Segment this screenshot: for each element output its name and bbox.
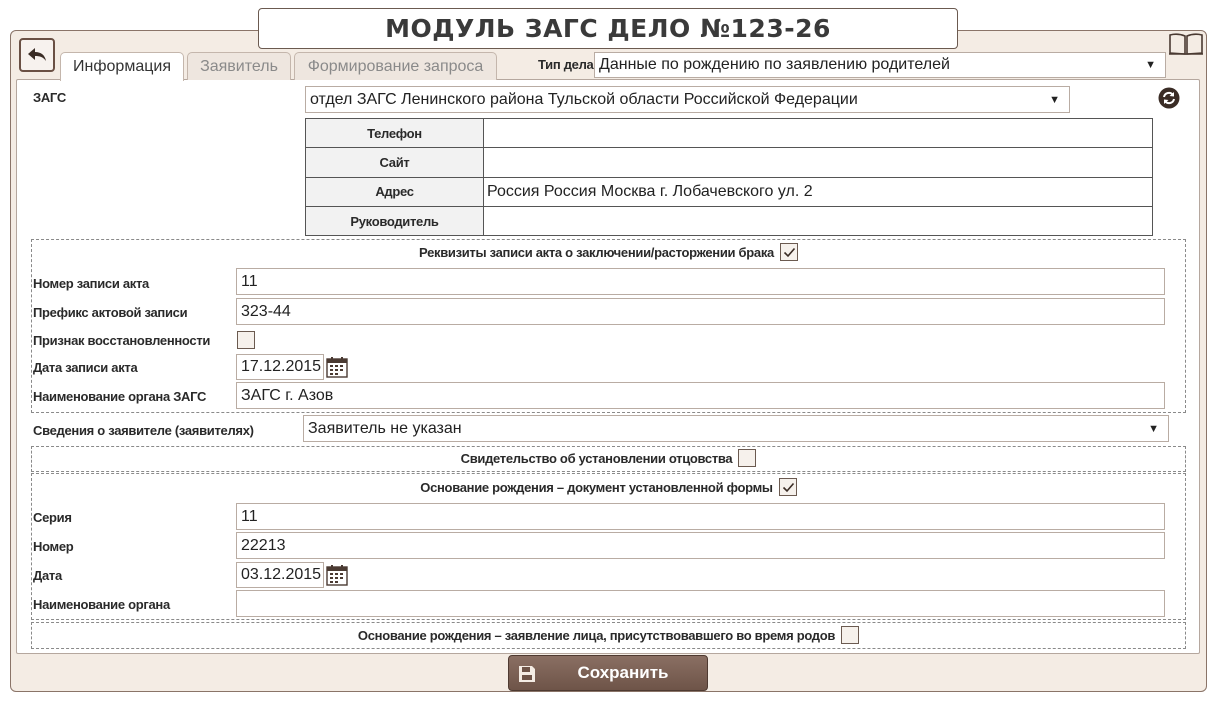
page-title: МОДУЛЬ ЗАГС ДЕЛО №123-26 — [258, 8, 958, 49]
paternity-checkbox[interactable] — [738, 449, 756, 467]
refresh-icon[interactable] — [1158, 87, 1180, 109]
zags-value: отдел ЗАГС Ленинского района Тульской области Российской Федерации — [310, 90, 858, 108]
zags-phone-value — [484, 119, 1153, 148]
birth-document-header — [31, 477, 1186, 497]
series-input[interactable]: 11 — [236, 503, 1165, 530]
book-icon[interactable] — [1168, 32, 1204, 56]
save-label: Сохранить — [577, 663, 669, 682]
marriage-record-header — [31, 242, 1186, 262]
record-prefix-label: Префикс актовой записи — [33, 305, 188, 320]
floppy-disk-icon — [517, 664, 537, 684]
paternity-title: Свидетельство об установлении отцовства — [460, 450, 733, 466]
record-number-input[interactable]: 11 — [236, 268, 1165, 295]
zags-phone-key: Телефон — [306, 119, 484, 148]
chevron-down-icon: ▼ — [1148, 422, 1159, 435]
marriage-record-title: Реквизиты записи акта о заключении/расторжении брака — [419, 244, 774, 260]
record-number-label: Номер записи акта — [33, 276, 149, 291]
back-button[interactable] — [19, 38, 55, 72]
birth-statement-header — [31, 625, 1186, 645]
number-input[interactable]: 22213 — [236, 532, 1165, 559]
zags-name-input[interactable]: ЗАГС г. Азов — [236, 382, 1165, 409]
record-date-label: Дата записи акта — [33, 360, 138, 375]
case-type-value: Данные по рождению по заявлению родителей — [599, 56, 950, 73]
applicant-label: Сведения о заявителе (заявителях) — [33, 423, 254, 438]
calendar-icon[interactable] — [326, 564, 348, 586]
applicant-select[interactable] — [303, 415, 1169, 442]
chevron-down-icon: ▼ — [1145, 59, 1156, 71]
tab-information[interactable]: Информация — [60, 52, 184, 81]
restored-label: Признак восстановленности — [33, 333, 211, 348]
number-label: Номер — [33, 539, 74, 554]
zags-info-table — [305, 118, 1153, 236]
series-label: Серия — [33, 510, 72, 525]
date-input[interactable]: 03.12.2015 — [236, 562, 324, 588]
zags-site-key: Сайт — [306, 148, 484, 177]
paternity-header — [31, 448, 1186, 468]
case-type-select[interactable] — [594, 52, 1166, 78]
birth-document-checkbox[interactable] — [779, 478, 797, 496]
birth-document-title: Основание рождения – документ установленной формы — [420, 479, 773, 495]
record-prefix-input[interactable]: 323-44 — [236, 298, 1165, 325]
table-row — [306, 206, 1153, 235]
checkmark-icon — [783, 246, 796, 259]
tab-applicant[interactable]: Заявитель — [187, 52, 291, 80]
zags-select[interactable] — [305, 86, 1070, 113]
zags-address-key: Адрес — [306, 177, 484, 206]
table-row — [306, 148, 1153, 177]
record-date-input[interactable]: 17.12.2015 — [236, 354, 324, 380]
zags-head-value — [484, 206, 1153, 235]
zags-address-value: Россия Россия Москва г. Лобачевского ул. 2 — [484, 177, 1153, 206]
zags-label: ЗАГС — [33, 90, 66, 105]
calendar-icon[interactable] — [326, 356, 348, 378]
zags-name-label: Наименование органа ЗАГС — [33, 389, 207, 404]
table-row — [306, 119, 1153, 148]
restored-checkbox[interactable] — [237, 331, 255, 349]
checkmark-icon — [782, 481, 795, 494]
save-button[interactable] — [508, 655, 708, 691]
marriage-record-checkbox[interactable] — [780, 243, 798, 261]
organ-label: Наименование органа — [33, 597, 170, 612]
chevron-down-icon: ▼ — [1049, 93, 1060, 106]
birth-statement-title: Основание рождения – заявление лица, присутствовавшего во время родов — [357, 627, 836, 643]
date-label: Дата — [33, 568, 62, 583]
zags-site-value — [484, 148, 1153, 177]
birth-statement-checkbox[interactable] — [841, 626, 859, 644]
table-row — [306, 177, 1153, 206]
applicant-value: Заявитель не указан — [308, 419, 462, 437]
case-type-label: Тип дела — [538, 57, 594, 72]
organ-input[interactable] — [236, 590, 1165, 617]
tab-request[interactable]: Формирование запроса — [294, 52, 497, 80]
back-arrow-icon — [27, 47, 47, 63]
zags-head-key: Руководитель — [306, 206, 484, 235]
